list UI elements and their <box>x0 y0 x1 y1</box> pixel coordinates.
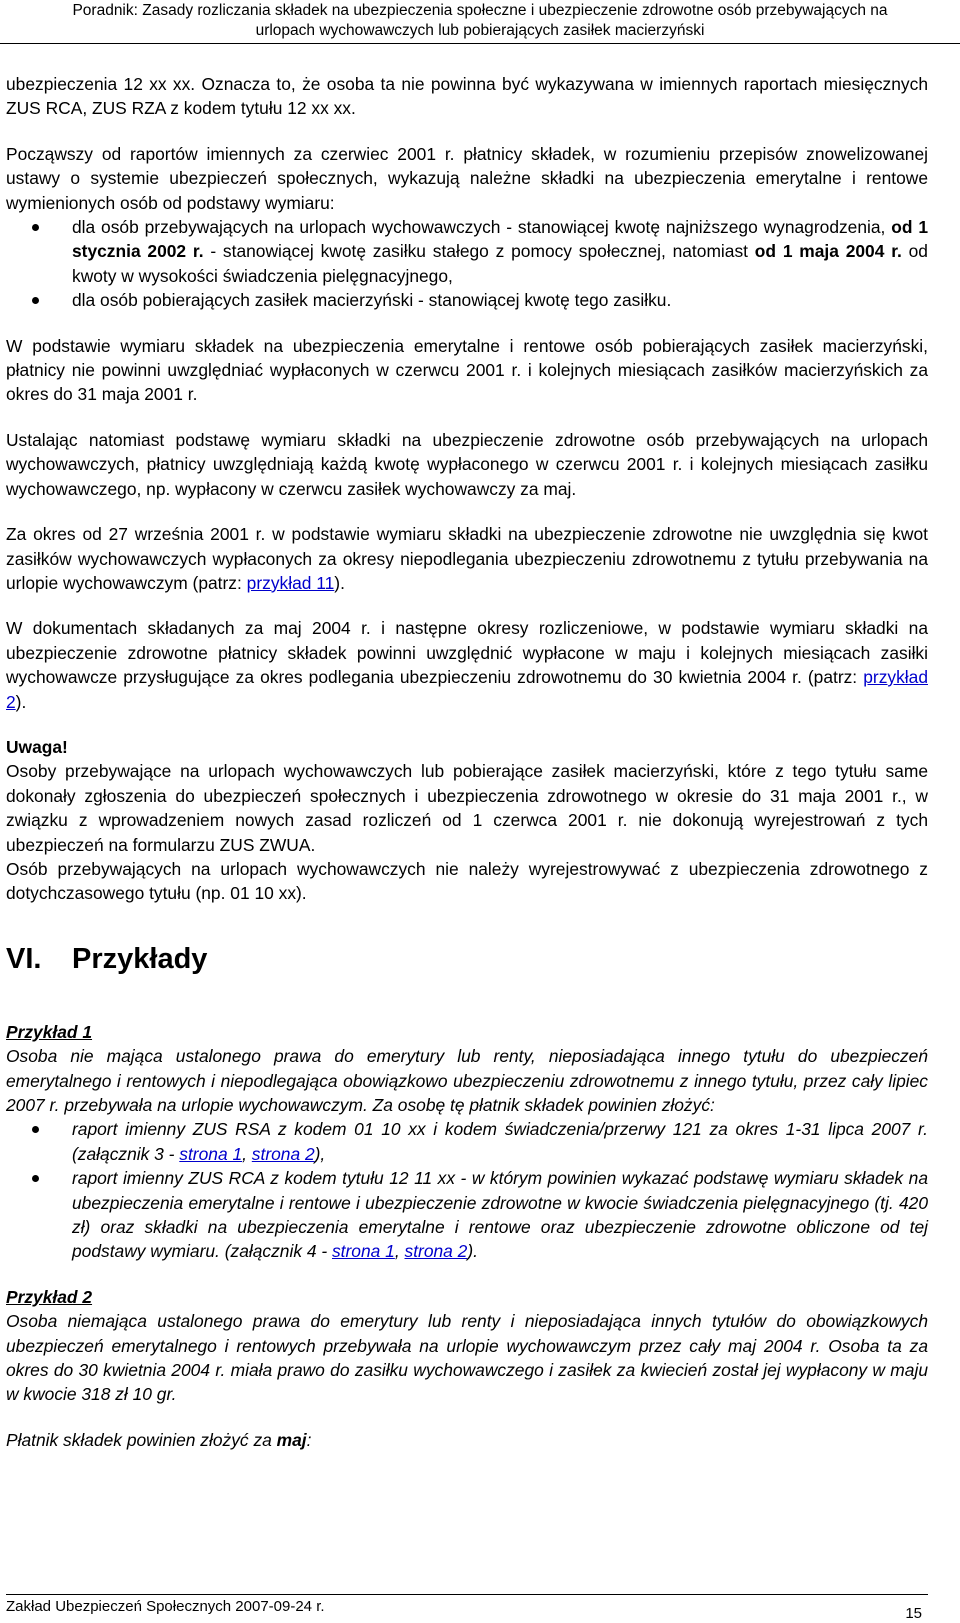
page-number: 15 <box>905 1605 922 1622</box>
example-2-title: Przykład 2 <box>6 1286 93 1307</box>
page-content <box>6 72 928 1473</box>
section-heading <box>6 942 928 976</box>
paragraph-6: W dokumentach składanych za maj 2004 r. i następne okresy rozliczeniowe, w podstawie wymiaru składki na ubezpieczenie zdrowotne płatnicy składek powinni uwzględnić wypłacone w maju i kolejnych miesiącach zasiłki wychowawcze przysługujące za okres podlegania ubezpieczeniu zdrowotnemu do 30 kwietnia 2004 r. (patrz: przykład 2). <box>6 618 928 712</box>
list-item: dla osób przebywających na urlopach wychowawczych - stanowiącej kwotę najniższego wynagrodzenia, od 1 stycznia 2002 r. - stanowiącej kwotę zasiłku stałego z pomocy społecznej, natomiast od 1 maja 2004 r. od kwoty w wysokości świadczenia pielęgnacyjnego, <box>72 215 928 288</box>
example-2-closing: Płatnik składek powinien złożyć za maj: <box>6 1429 312 1450</box>
section-title: Przykłady <box>72 942 208 975</box>
example-1 <box>6 1020 928 1118</box>
example-2 <box>6 1285 928 1407</box>
paragraph-5: Za okres od 27 września 2001 r. w podstawie wymiaru składki na ubezpieczenie zdrowotne nie uwzględnia się kwot zasiłków wychowawczych wypłaconych za okresy niepodlegania ubezpieczeniu zdrowotnemu z tytułu przebywania na urlopie wychowawczym (patrz: przykład 11). <box>6 524 928 593</box>
paragraph-1: ubezpieczenia 12 xx xx. Oznacza to, że osoba ta nie powinna być wykazywana w imiennych raportach miesięcznych ZUS RCA, ZUS RZA z kodem tytułu 12 xx xx. <box>6 74 928 119</box>
date-2004: od 1 maja 2004 r. <box>754 241 902 262</box>
link-example-11[interactable]: przykład 11 <box>246 572 335 593</box>
list-item: dla osób pobierających zasiłek macierzyński - stanowiącej kwotę tego zasiłku. <box>72 288 928 312</box>
footer-text: Zakład Ubezpieczeń Społecznych 2007-09-24 r. <box>6 1598 325 1615</box>
note-text-2: Osób przebywających na urlopach wychowawczych nie należy wyrejestrowywać z ubezpieczenia zdrowotnego z dotychczasowego tytułu (np. 01 10 xx). <box>6 858 928 904</box>
paragraph-4: Ustalając natomiast podstawę wymiaru składki na ubezpieczenie zdrowotne osób przebywających na urlopach wychowawczych, płatnicy uwzględniają każdą kwotę wypłaconego w czerwcu 2001 r. i kolejnych miesiącach zasiłku wychowawczego, np. wypłacony w czerwcu zasiłek wychowawczy za maj. <box>6 429 928 499</box>
list-item: raport imienny ZUS RSA z kodem 01 10 xx i kodem świadczenia/przerwy 121 za okres 1-31 lipca 2007 r. (załącznik 3 - strona 1, strona 2), <box>72 1117 928 1166</box>
link-attachment-4-page-1[interactable]: strona 1 <box>331 1241 395 1262</box>
paragraph-3: W podstawie wymiaru składek na ubezpieczenia emerytalne i rentowe osób pobierających zasiłek macierzyński, płatnicy nie powinni uwzględniać wypłaconych w czerwcu 2001 r. i kolejnych miesiącach zasiłków macierzyńskich za okres do 31 maja 2001 r. <box>6 335 928 405</box>
example-2-text: Osoba niemająca ustalonego prawa do emerytury lub renty i nieposiadająca innych tytułów do obowiązkowych ubezpieczeń emerytalnego i rentowych przebywała na urlopie wychowawczym przez cały maj 2004 r. Osoba ta za okres do 30 kwietnia 2004 r. miała prawo do zasiłku wychowawczego i zasiłek za kwiecień został jej wypłacony w maju w kwocie 318 zł 10 gr. <box>6 1311 928 1405</box>
note-label: Uwaga! <box>6 736 68 757</box>
date-2002: od 1 stycznia 2002 r. <box>72 217 929 262</box>
page-footer <box>6 1594 928 1623</box>
page-header <box>0 0 960 44</box>
example-1-text: Osoba nie mająca ustalonego prawa do emerytury lub renty, nieposiadająca innego tytułu do ubezpieczeń emerytalnego i rentowych i niepodlegająca obowiązkowo ubezpieczeniu zdrowotnemu z innego tytułu, przez cały lipiec 2007 r. przebywała na urlopie wychowawczym. Za osobę tę płatnik składek powinien złożyć: <box>6 1046 928 1115</box>
list-item: raport imienny ZUS RCA z kodem tytułu 12 11 xx - w którym powinien wykazać podstawę wymiaru składek na ubezpieczenia emerytalne i rentowe i ubezpieczenie zdrowotne w kwocie świadczenia pielęgnacyjnego (tj. 420 zł) oraz składki na ubezpieczenia emerytalne i rentowe oraz ubezpieczenie zdrowotne obliczone od tej podstawy wymiaru. (załącznik 4 - strona 1, strona 2). <box>72 1166 928 1264</box>
paragraph-2: Począwszy od raportów imiennych za czerwiec 2001 r. płatnicy składek, w rozumieniu przepisów znowelizowanej ustawy o systemie ubezpieczeń społecznych, wykazują należne składki na ubezpieczenia emerytalne i rentowe wymienionych osób od podstawy wymiaru: <box>6 143 928 213</box>
example-1-title: Przykład 1 <box>6 1021 93 1042</box>
header-line-2: urlopach wychowawczych lub pobierających zasiłek macierzyński <box>255 22 705 39</box>
link-attachment-3-page-2[interactable]: strona 2 <box>251 1143 315 1164</box>
link-attachment-3-page-1[interactable]: strona 1 <box>179 1143 243 1164</box>
example-1-list <box>6 1117 928 1263</box>
header-line-1: Poradnik: Zasady rozliczania składek na ubezpieczenia społeczne i ubezpieczenie zdrowotne osób przebywających na <box>72 2 888 19</box>
section-number: VI. <box>6 942 42 975</box>
basis-list <box>6 215 928 313</box>
note-block <box>6 735 928 906</box>
link-example-2[interactable]: przykład 2 <box>6 667 928 712</box>
note-text-1: Osoby przebywające na urlopach wychowawczych lub pobierające zasiłek macierzyński, które z tego tytułu same dokonały zgłoszenia do ubezpieczeń społecznych i ubezpieczenia zdrowotnego w okresie do 31 maja 2001 r., w związku z wprowadzeniem nowych zasad rozliczeń od 1 czerwca 2001 r. nie dokonują wyrejestrowań z tych ubezpieczeń na formularzu ZUS ZWUA. <box>6 761 928 855</box>
link-attachment-4-page-2[interactable]: strona 2 <box>404 1241 468 1262</box>
